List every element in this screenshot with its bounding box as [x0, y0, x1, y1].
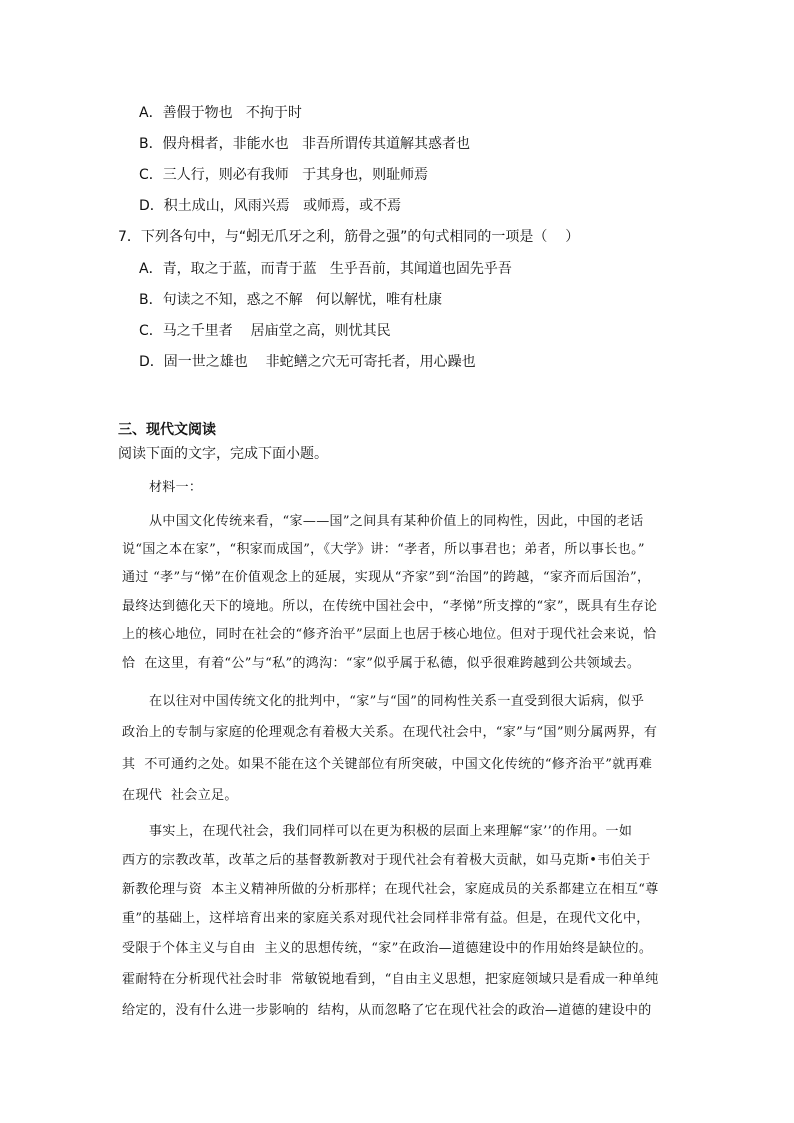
paragraph-line: 恰 在这里，有着“公”与“私”的鸿沟：“家”似乎属于私德，似乎很难跨越到公共领域去。	[122, 656, 641, 671]
paragraph-line: 在现代 社会立足。	[122, 788, 238, 803]
paragraph-line: 霍耐特在分析现代社会时非 常敏锐地看到，“自由主义思想，把家庭领域只是看成一种单纯	[122, 972, 659, 987]
paragraph-line: 说“国之本在家”，“积家而成国”，《大学》讲：“孝者，所以事君也；弟者，所以事长也。”	[122, 542, 645, 557]
q7-option-b: B．句读之不知，惑之不解 何以解忧，唯有杜康	[139, 292, 442, 308]
paragraph-line: 重”的基础上，这样培育出来的家庭关系对现代社会同样非常有益。但是，在现代文化中，	[122, 911, 650, 926]
q6-option-b: B．假舟楫者，非能水也 非吾所谓传其道解其惑者也	[139, 136, 470, 152]
paragraph-line: 最终达到德化天下的境地。所以，在传统中国社会中，“孝悌”所支撑的“家”，既具有生存论	[122, 599, 658, 614]
paragraph-line: 通过 “孝”与“悌”在价值观念上的延展，实现从“齐家”到“治国”的跨越，“家齐而后国治”，	[122, 570, 651, 585]
q6-option-c: C．三人行，则必有我师 于其身也，则耻师焉	[139, 167, 429, 183]
paragraph-line: 受限于个体主义与自由 主义的思想传统，“家”在政治—道德建设中的作用始终是缺位的。	[122, 941, 653, 956]
q6-option-a: A．善假于物也 不拘于时	[139, 105, 302, 121]
section-heading: 三、现代文阅读	[118, 422, 216, 438]
paragraph-line: 上的核心地位，同时在社会的“修齐治平”层面上也居于核心地位。但对于现代社会来说，恰	[122, 627, 657, 642]
paragraph-line: 其 不可通约之处。如果不能在这个关键部位有所突破，中国文化传统的“修齐治平”就再难	[122, 757, 653, 772]
q7-stem: 7．下列各句中，与“蚓无爪牙之利，筋骨之强”的句式相同的一项是（ ）	[118, 229, 580, 245]
paragraph-line: 事实上，在现代社会，我们同样可以在更为积极的层面上来理解“家’’的作用。一如	[149, 824, 633, 839]
paragraph-line: 西方的宗教改革，改革之后的基督教新教对于现代社会有着极大贡献，如马克斯•韦伯关于	[122, 853, 651, 868]
paragraph-line: 给定的，没有什么进一步影响的 结构，从而忽略了它在现代社会的政治—道德的建设中的	[122, 1003, 652, 1018]
material-label: 材料一：	[149, 480, 203, 495]
paragraph-line: 政治上的专制与家庭的伦理观念有着极大关系。在现代社会中，“家”与“国”则分属两界，有	[122, 725, 658, 740]
paragraph-line: 从中国文化传统来看，“家——国”之间具有某种价值上的同构性，因此，中国的老话	[149, 514, 644, 529]
section-intro: 阅读下面的文字，完成下面小题。	[118, 446, 328, 462]
q6-option-d: D．积土成山，风雨兴焉 或师焉，或不焉	[139, 198, 402, 214]
paragraph-line: 新教伦理与资 本主义精神所做的分析那样；在现代社会，家庭成员的关系都建立在相互“尊	[122, 882, 659, 897]
q7-option-a: A．青，取之于蓝，而青于蓝 生乎吾前，其闻道也固先乎吾	[139, 261, 512, 277]
q7-option-c: C．马之千里者 居庙堂之高，则忧其民	[139, 323, 391, 339]
paragraph-line: 在以往对中国传统文化的批判中，“家”与“国”的同构性关系一直受到很大诟病，似乎	[149, 694, 645, 709]
q7-option-d: D．固一世之雄也 非蛇鳝之穴无可寄托者，用心躁也	[139, 354, 476, 370]
